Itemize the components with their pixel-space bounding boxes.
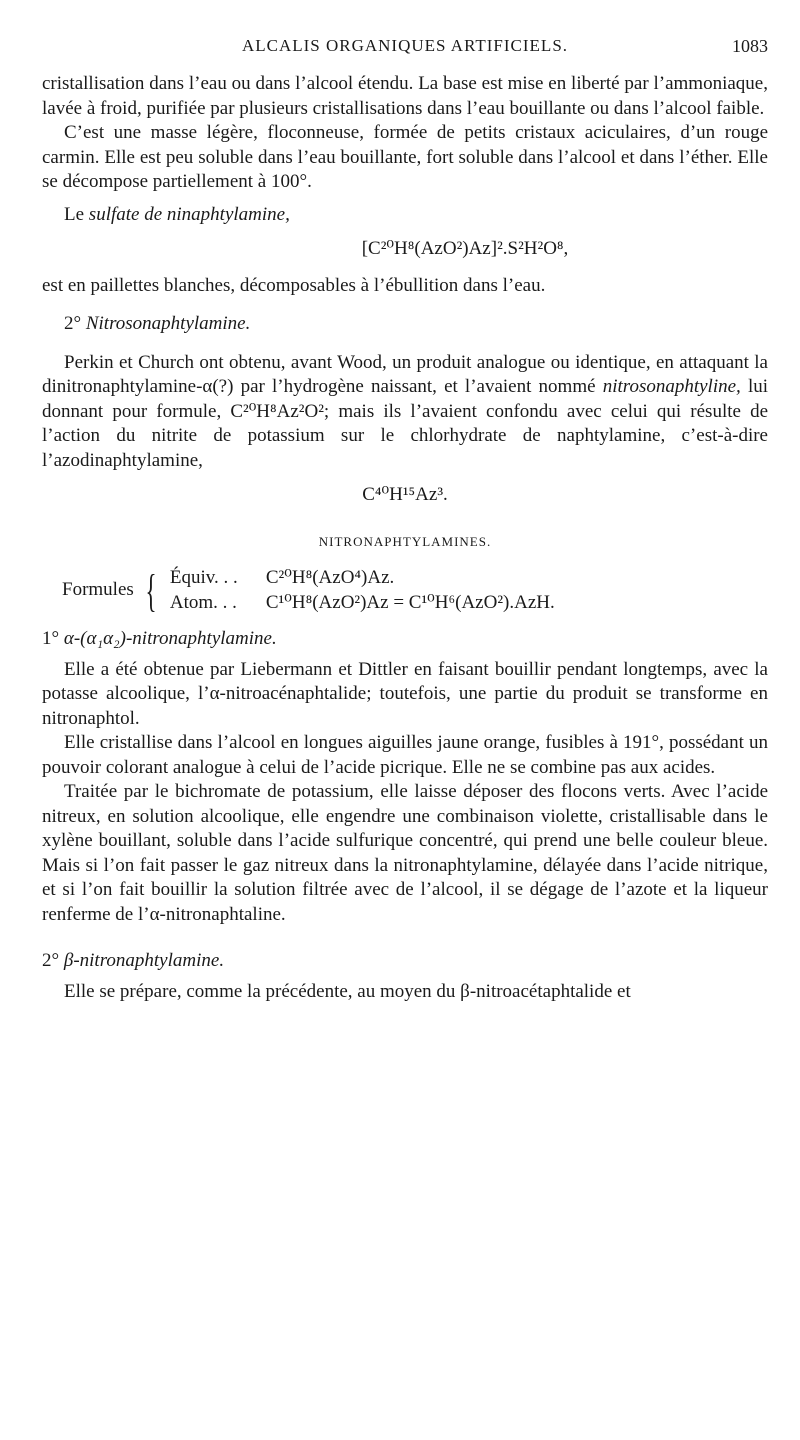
- sulfate-name: sulfate de ninaphtylamine,: [88, 203, 290, 225]
- section-number: 2°: [64, 313, 82, 334]
- alpha-paragraph-3: Traitée par le bichromate de potassium, elle laisse déposer des flocons verts. Avec l’acide nitreux, en solution alcoolique, elle engendre une combinaison violette, cristallisable dans le xylène bouillant, soluble dans l’acide sulfurique concentré, qui prend une belle couleur bleue. Mais si l’on fait passer le gaz nitreux dans la nitronaphtylamine, délayée dans l’acide nitrique, et si l’on fait bouillir la solution filtrée avec de l’alcool, il se dégage de l’azote et la liqueur renferme de l’α-nitronaphtaline.: [42, 781, 768, 925]
- sulfate-description: est en paillettes blanches, décomposables à l’ébullition dans l’eau.: [42, 274, 546, 296]
- formulas-label: Formules: [62, 579, 134, 601]
- running-title: ALCALIS ORGANIQUES ARTIFICIELS.: [241, 36, 569, 55]
- azodinaphtylamine-formula: C⁴⁰H¹⁵Az³.: [362, 484, 448, 505]
- formulas-block: [62, 566, 768, 615]
- paragraph-description: C’est une masse légère, floconneuse, formée de petits cristaux aciculaires, d’un rouge carmin. Elle est peu soluble dans l’eau bouillante, fort soluble dans l’alcool et dans l’éther. Elle se décompose partiellement à 100°.: [42, 122, 768, 192]
- alpha-paragraph-2: Elle cristallise dans l’alcool en longues aiguilles jaune orange, fusibles à 191°, possédant un pouvoir colorant analogue à celui de l’acide picrique. Elle ne se combine pas aux acides.: [42, 732, 768, 778]
- page-number: 1083: [732, 36, 768, 56]
- beta-paragraph-1: Elle se prépare, comme la précédente, au moyen du β-nitroacétaphtalide et: [64, 980, 631, 1002]
- perkin-text-2: lui donnant pour formule, C²⁰H⁸Az²O²; mais ils l’avaient confondu avec celui qui résulte de l’action du nitrite de potassium sur le chlorhydrate de naphtylamine, c’est-à-dire l’azodinaphtylamine,: [42, 376, 769, 471]
- equiv-label: Équiv. . .: [169, 567, 238, 588]
- beta-title: β-nitronaphtylamine.: [63, 950, 225, 971]
- alpha-number: 1°: [42, 628, 60, 649]
- beta-number: 2°: [42, 950, 60, 971]
- alpha-heading: [42, 627, 768, 652]
- perkin-compound: nitrosonaphtyline,: [602, 376, 741, 397]
- nitronaphtylamines-title: NITRONAPHTYLAMINES.: [318, 533, 492, 549]
- perkin-text-1: Perkin et Church ont obtenu, avant Wood, un produit analogue ou identique, en attaquant la dinitronaphtylamine-α(?) par l’hydrogène naissant, et l’avaient nommé: [42, 351, 768, 397]
- brace-icon: {: [145, 564, 157, 616]
- sulfate-prefix: Le: [64, 203, 85, 225]
- equiv-formula: C²⁰H⁸(AzO⁴)Az.: [265, 567, 395, 588]
- page-body: [42, 72, 768, 1004]
- beta-heading: [42, 949, 768, 974]
- alpha-title: α-(α₁α₂)-nitronaphtylamine.: [63, 628, 277, 649]
- alpha-paragraph-1: Elle a été obtenue par Liebermann et Dittler en faisant bouillir pendant longtemps, avec la potasse alcoolique, l’α-nitroacénaphtalide; toutefois, une partie du produit se transforme en nitronaphtol.: [42, 658, 768, 729]
- atom-formula: C¹⁰H⁸(AzO²)Az = C¹⁰H⁶(AzO²).AzH.: [265, 591, 555, 613]
- page-header: [42, 36, 768, 64]
- paragraph-cristallisation: cristallisation dans l’eau ou dans l’alcool étendu. La base est mise en liberté par l’ammoniaque, lavée à froid, purifiée par plusieurs cristallisations dans l’eau bouillante ou dans l’alcool faible.: [42, 73, 768, 119]
- atom-row: [170, 591, 555, 616]
- section-title: Nitrosonaphtylamine.: [85, 313, 251, 334]
- atom-label: Atom. . .: [169, 591, 237, 613]
- sulfate-heading: [42, 203, 768, 228]
- sulfate-formula: [C²⁰H⁸(AzO²)Az]².S²H²O⁸,: [361, 238, 569, 259]
- section-nitrosonaphtylamine-heading: [42, 312, 768, 337]
- equiv-row: [170, 566, 555, 591]
- paragraph-perkin: [42, 351, 768, 474]
